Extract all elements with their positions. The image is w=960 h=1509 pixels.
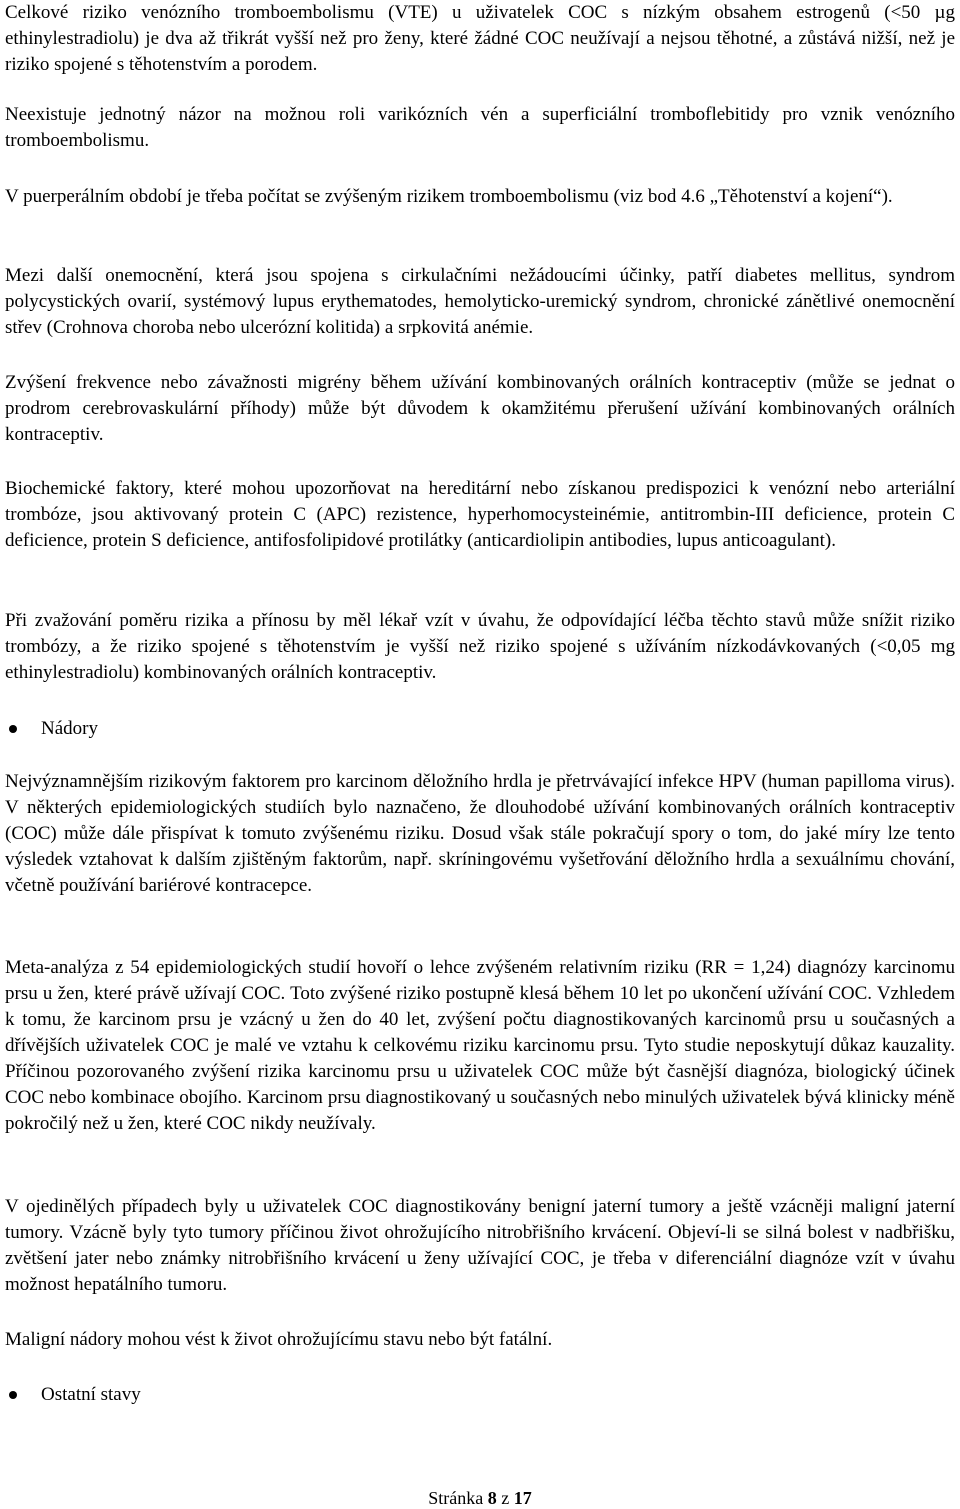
- paragraph-puerperium: V puerperálním období je třeba počítat se zvýšeným rizikem tromboembolismu (viz bod 4.6 „Těhotenství a kojení“).: [5, 186, 893, 207]
- footer-page-number: 8: [487, 1488, 497, 1508]
- footer-separator: z: [501, 1488, 510, 1508]
- paragraph-other-diseases: Mezi další onemocnění, která jsou spojena s cirkulačními nežádoucími účinky, patří diabetes mellitus, syndrom polycystických ovarií, systémový lupus erythematodes, hemolyticko-uremický syndrom, chronické zánětlivé onemocnění střev (Crohnova choroba nebo ulcerózní kolitida) a srpkovitá anémie.: [5, 265, 955, 338]
- paragraph-risk-benefit: Při zvažování poměru rizika a přínosu by měl lékař vzít v úvahu, že odpovídající léčba těchto stavů může snížit riziko trombózy, a že riziko spojené s těhotenstvím je vyšší než riziko spojené s užíváním nízkodávkovaných (<0,05 mg ethinylestradiolu) kombinovaných orálních kontraceptiv.: [5, 610, 955, 683]
- bullet-other-conditions: [5, 1382, 141, 1408]
- paragraph-varicose-veins: Neexistuje jednotný názor na možnou roli varikózních vén a superficiální tromboflebitidy pro vznik venózního tromboembolismu.: [5, 104, 955, 151]
- footer-prefix: Stránka: [428, 1488, 484, 1508]
- paragraph-liver-tumors: V ojedinělých případech byly u uživatelek COC diagnostikovány benigní jaterní tumory a ještě vzácněji maligní jaterní tumory. Vzácně byly tyto tumory příčinou život ohrožujícího nitrobřišního krvácení. Objeví-li se silná bolest v nadbřišku, zvětšení jater nebo známky nitrobřišního krvácení u ženy užívající COC, je třeba v diferenciální diagnóze vzít v úvahu možnost hepatálního tumoru.: [5, 1196, 955, 1295]
- bullet-dot-icon: [9, 725, 17, 733]
- paragraph-malignant-tumors: Maligní nádory mohou vést k život ohrožujícímu stavu nebo být fatální.: [5, 1329, 553, 1350]
- paragraph-biochemical-factors: Biochemické faktory, které mohou upozorňovat na hereditární nebo získanou predispozici k venózní nebo arteriální trombóze, jsou aktivovaný protein C (APC) rezistence, hyperhomocysteinémie, antitrombin-III deficience, protein C deficience, protein S deficience, antifosfolipidové protilátky (anticardiolipin antibodies, lupus anticoagulant).: [5, 478, 955, 551]
- page-footer: [0, 1488, 960, 1508]
- paragraph-vte-risk: Celkové riziko venózního tromboembolismu (VTE) u uživatelek COC s nízkým obsahem estrogenů (<50 µg ethinylestradiolu) je dva až třikrát vyšší než pro ženy, které žádné COC neužívají a nejsou těhotné, a zůstává nižší, než je riziko spojené s těhotenstvím a porodem.: [5, 2, 955, 75]
- paragraph-migraine: Zvýšení frekvence nebo závažnosti migrény během užívání kombinovaných orálních kontraceptiv (může se jednat o prodrom cerebrovaskulární příhody) může být důvodem k okamžitému přerušení užívání kombinovaných orálních kontraceptiv.: [5, 372, 955, 445]
- paragraph-cervical-cancer: Nejvýznamnějším rizikovým faktorem pro karcinom děložního hrdla je přetrvávající infekce HPV (human papilloma virus). V některých epidemiologických studiích bylo naznačeno, že dlouhodobé užívání kombinovaných orálních kontraceptiv (COC) může dále přispívat k tomuto zvýšenému riziku. Dosud však stále pokračují spory o tom, do jaké míry lze tento výsledek vztahovat k dalším zjištěným faktorům, např. skríningovému vyšetřování děložního hrdla a sexuálnímu chování, včetně používání bariérové kontracepce.: [5, 771, 955, 896]
- bullet-label: Ostatní stavy: [41, 1384, 141, 1405]
- bullet-dot-icon: [9, 1391, 17, 1399]
- paragraph-breast-cancer: Meta-analýza z 54 epidemiologických studií hovoří o lehce zvýšeném relativním riziku (RR = 1,24) diagnózy karcinomu prsu u žen, které právě užívají COC. Toto zvýšené riziko postupně klesá během 10 let po ukončení užívání COC. Vzhledem k tomu, že karcinom prsu je vzácný u žen do 40 let, zvýšení počtu diagnostikovaných karcinomů prsu u současných a dřívějších uživatelek COC je malé ve vztahu k celkovému riziku karcinomu prsu. Tyto studie neposkytují důkaz kauzality. Příčinou pozorovaného zvýšení rizika karcinomu prsu u uživatelek COC může být časnější diagnóza, biologický účinek COC nebo kombinace obojího. Karcinom prsu diagnostikovaný u současných nebo minulých uživatelek bývá klinicky méně pokročilý než u žen, které COC nikdy neužívaly.: [5, 957, 955, 1134]
- bullet-tumors: [5, 716, 98, 742]
- bullet-label: Nádory: [41, 718, 98, 739]
- footer-page-total: 17: [513, 1488, 532, 1508]
